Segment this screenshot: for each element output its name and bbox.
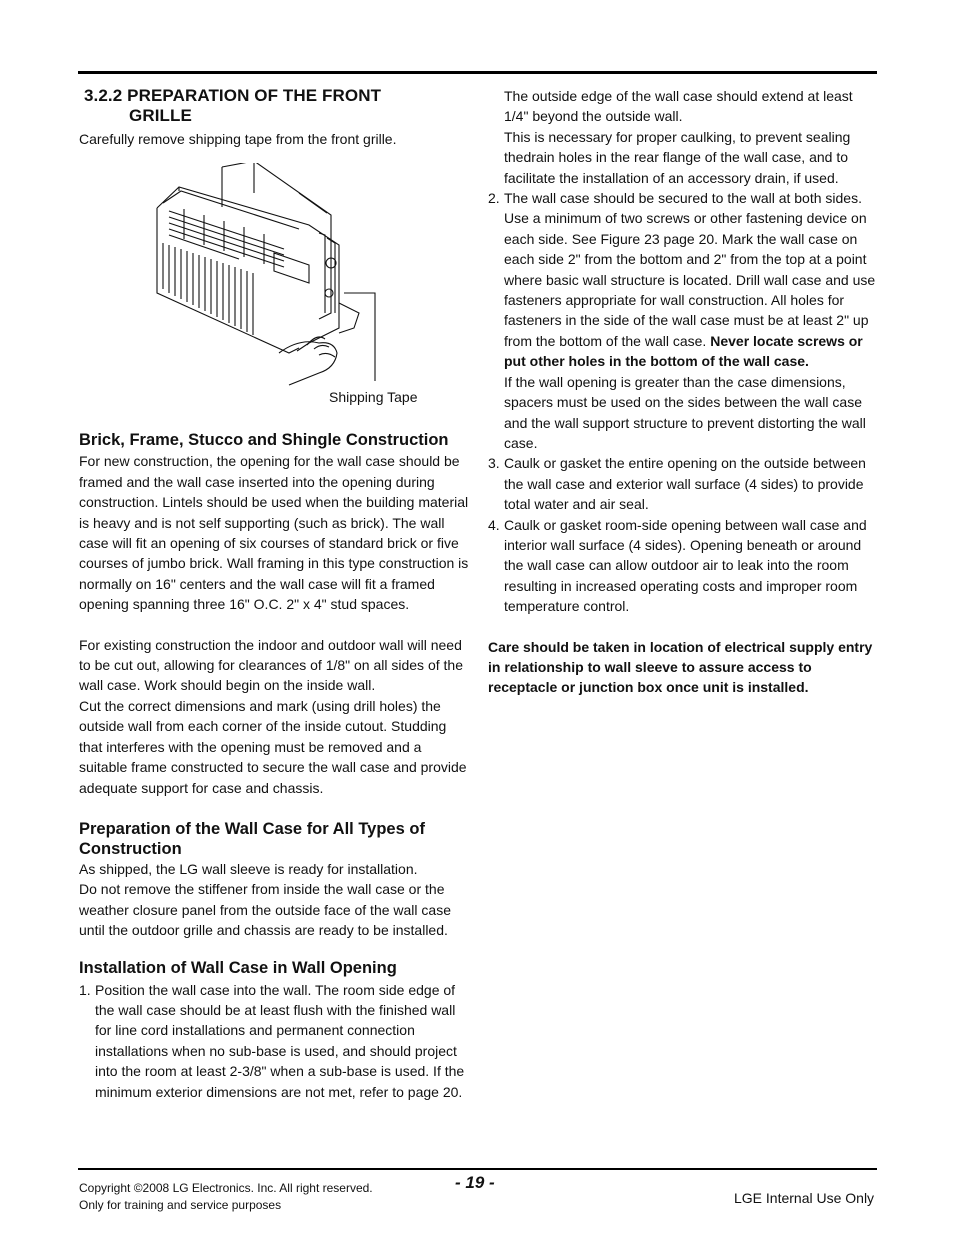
ac-unit-figure [79,163,471,429]
install-item-3 [488,453,880,514]
section-title-line1: PREPARATION OF THE FRONT [127,86,382,105]
footer-copyright: Copyright ©2008 LG Electronics. Inc. All right reserved. [79,1181,373,1195]
footer-internal: LGE Internal Use Only [734,1190,875,1206]
section-title [79,86,471,106]
brick-para2: For existing construction the indoor and outdoor wall will need to be cut out, allowing for clearances of 1/8" on all sides of the wall case. Work should begin on the inside wall. [79,636,463,694]
brick-para1: For new construction, the opening for the wall case should be framed and the wall case inserted into the opening during construction. Lintels should be used when the building material is heavy and is not self supporting (such as brick). The wall case will fit an opening of six courses of standard brick or five courses of jumbo brick. Wall framing in this type construction is normally on 16" centers and the wall case will fit a framed opening spanning three 16" O.C. 2" x 4" stud spaces. [79,453,469,613]
top-rule [78,71,877,74]
install-item2-cont: If the wall opening is greater than the case dimensions, spacers must be used on the sides between the wall case and the wall support structure to prevent distorting the wall case. [504,373,866,451]
section-number: 3.2.2 [84,86,123,105]
right-column [488,86,880,698]
prep-para1: As shipped, the LG wall sleeve is ready for installation. [79,860,418,877]
ac-unit-illustration [149,163,389,388]
item-text: The wall case should be secured to the wall at both sides. Use a minimum of two screws or other fastening device on each side. See Figure 23 page 20. Mark the wall case on each side 2" from the bottom and 2" from the top at a point where basic wall structure is located. Drill wall case and use fasteners appropriate for wall construction. All holes for fasteners in the side of the wall case must be at least 2" up from the bottom of the wall case. [504,190,876,349]
install-item-2 [488,188,880,372]
footer-training: Only for training and service purposes [79,1198,282,1212]
prep-heading: Preparation of the Wall Case for All Types of Construction [79,819,425,858]
brick-para3: Cut the correct dimensions and mark (using drill holes) the outside wall from each corner of the inside cutout. Studding that interferes with the opening must be removed and a suitable frame constructed to secure the wall case and provide adequate support for case and chassis. [79,697,467,796]
footer-copyright-block [79,1180,373,1214]
page-number: - 19 - [455,1173,495,1192]
brick-heading: Brick, Frame, Stucco and Shingle Construction [79,431,449,450]
item-number: 1. [79,981,91,998]
item-text: Position the wall case into the wall. The room side edge of the wall case should be at least flush with the finished wall for line cord installations and permanent connection installations when no sub-base is used, and should project into the room at least 2-3/8" when a sub-base is used. If the minimum exterior dimensions are not met, refer to page 20. [95,981,465,1100]
install-item-1 [79,980,471,1102]
install-heading: Installation of Wall Case in Wall Opening [79,958,397,977]
item-warning: Never locate screws or put other holes in the bottom of the wall case. [504,332,863,370]
section-title-line2: GRILLE [129,106,192,125]
figure-caption: Shipping Tape [329,389,418,406]
section-intro: Carefully remove shipping tape from the front grille. [79,131,397,147]
left-column [79,86,471,1102]
prep-para2: Do not remove the stiffener from inside the wall case or the weather closure panel from the outside face of the wall case until the outdoor grille and chassis are ready to be installed. [79,881,451,939]
install-item1-cont2: This is necessary for proper caulking, to prevent sealing thedrain holes in the rear flange of the wall case, and to facilitate the installation of an accessory drain, if used. [504,128,851,186]
caution-note: Care should be taken in location of electrical supply entry in relationship to wall sleeve to assure access to receptacle or junction box once unit is installed. [488,638,873,696]
install-item-4 [488,515,880,617]
install-item1-cont1: The outside edge of the wall case should extend at least 1/4" beyond the outside wall. [504,88,853,125]
bottom-rule [78,1168,877,1170]
item-number: 4. [488,516,500,533]
item-text: Caulk or gasket the entire opening on the outside between the wall case and exterior wall surface (4 sides) to provide total water and air seal. [504,455,866,513]
item-text: Caulk or gasket room-side opening between wall case and interior wall surface (4 sides). Opening beneath or around the wall case can allow outdoor air to leak into the room resulting in increased operating costs and improper room temperature control. [504,516,867,615]
item-number: 3. [488,455,500,472]
item-number: 2. [488,190,500,207]
